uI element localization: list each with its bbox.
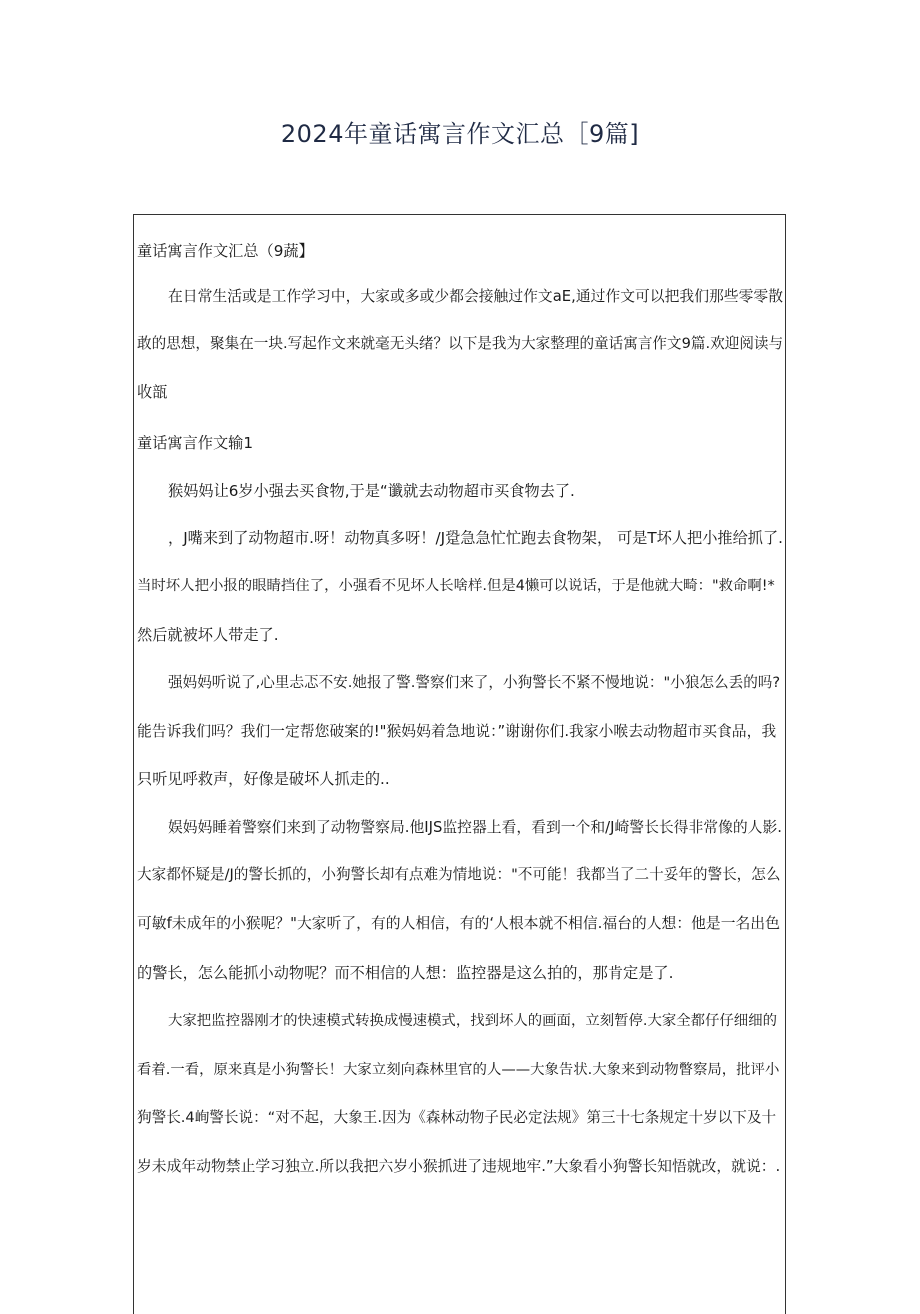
paragraph-line: 收瓿 xyxy=(137,383,168,401)
paragraph-line: 岁未成年动物禁止学习独立.所以我把六岁小猴抓进了违规地牢.”大象看小狗警长知悟就改，就说：. xyxy=(137,1158,781,1175)
paragraph-line: 强妈妈听说了,心里忐忑不安.她报了警.警察们来了，小狗警长不紧不慢地说："小狼怎么丢的吗? xyxy=(168,674,781,691)
paragraph-line: 大家把监控器刚才的快速模式转换成慢速模式，找到坏人的画面，立刻暂停.大家全都仔仔细细的 xyxy=(168,1013,777,1029)
paragraph-line: 可敏f未成年的小猴呢？"大家听了，有的人相信，有的‘人根本就不相信.福台的人想：他是一名出色 xyxy=(137,915,780,932)
page-title: 2024年童话寓言作文汇总［9篇] xyxy=(280,120,640,148)
paragraph-line: 只听见呼救声，好像是破坏人抓走的.. xyxy=(137,770,390,788)
paragraph-line: 狗警长.4峋警长说：“对不起，大象王.因为《森林动物子民必定法规》第三十七条规定十岁以下及十 xyxy=(137,1109,777,1126)
paragraph-line: 猴妈妈让6岁小强去买食物,于是“谶就去动物超市买食物去了. xyxy=(168,482,575,500)
paragraph-line: 娱妈妈睡着警察们来到了动物警察局.他IJS监控器上看，看到一个和/J崎警长长得非常像的人影. xyxy=(168,819,782,836)
paragraph-line: 看着.一看，原来真是小狗警长！大家立刻向森林里官的人——大象告状.大象来到动物瞥察局，批评小 xyxy=(137,1062,780,1078)
paragraph-line: 能告诉我们吗？我们一定帮您破案的!"猴妈妈着急地说：”谢谢你们.我家小喉去动物超市买食品，我 xyxy=(137,723,777,740)
paragraph-line: 敢的思想，聚集在一块.写起作文来就毫无头绪？以下是我为大家整理的童话寓言作文9篇.欢迎阅读与 xyxy=(137,335,784,352)
document-body xyxy=(133,214,786,1314)
paragraph-line: 当时坏人把小报的眼睛挡住了，小强看不见坏人长啥样.但是4懒可以说话，于是他就大畸："救命啊!* xyxy=(137,578,775,594)
paragraph-line: 大家都怀疑是/J的警长抓的，小狗警长却有点难为情地说："不可能！我都当了二十妥年的警长，怎么 xyxy=(137,866,781,883)
paragraph-line: 的警长，怎么能抓小动物呢？而不相信的人想：监控器是这么拍的，那肯定是了. xyxy=(137,964,674,982)
paragraph-line: ，J嘴来到了动物超市.呀！动物真多呀！/J跫急急忙忙跑去食物架， 可是T坏人把小推给抓了. xyxy=(168,529,783,547)
subtitle: 童话寓言作文汇总（9蔬】 xyxy=(137,242,314,260)
paragraph-line: 在日常生活或是工作学习中，大家或多或少都会接触过作文aE,通过作文可以把我们那些零零散 xyxy=(168,288,783,305)
paragraph-line: 然后就被坏人带走了. xyxy=(137,626,279,644)
section-heading: 童话寓言作文输1 xyxy=(137,434,253,452)
